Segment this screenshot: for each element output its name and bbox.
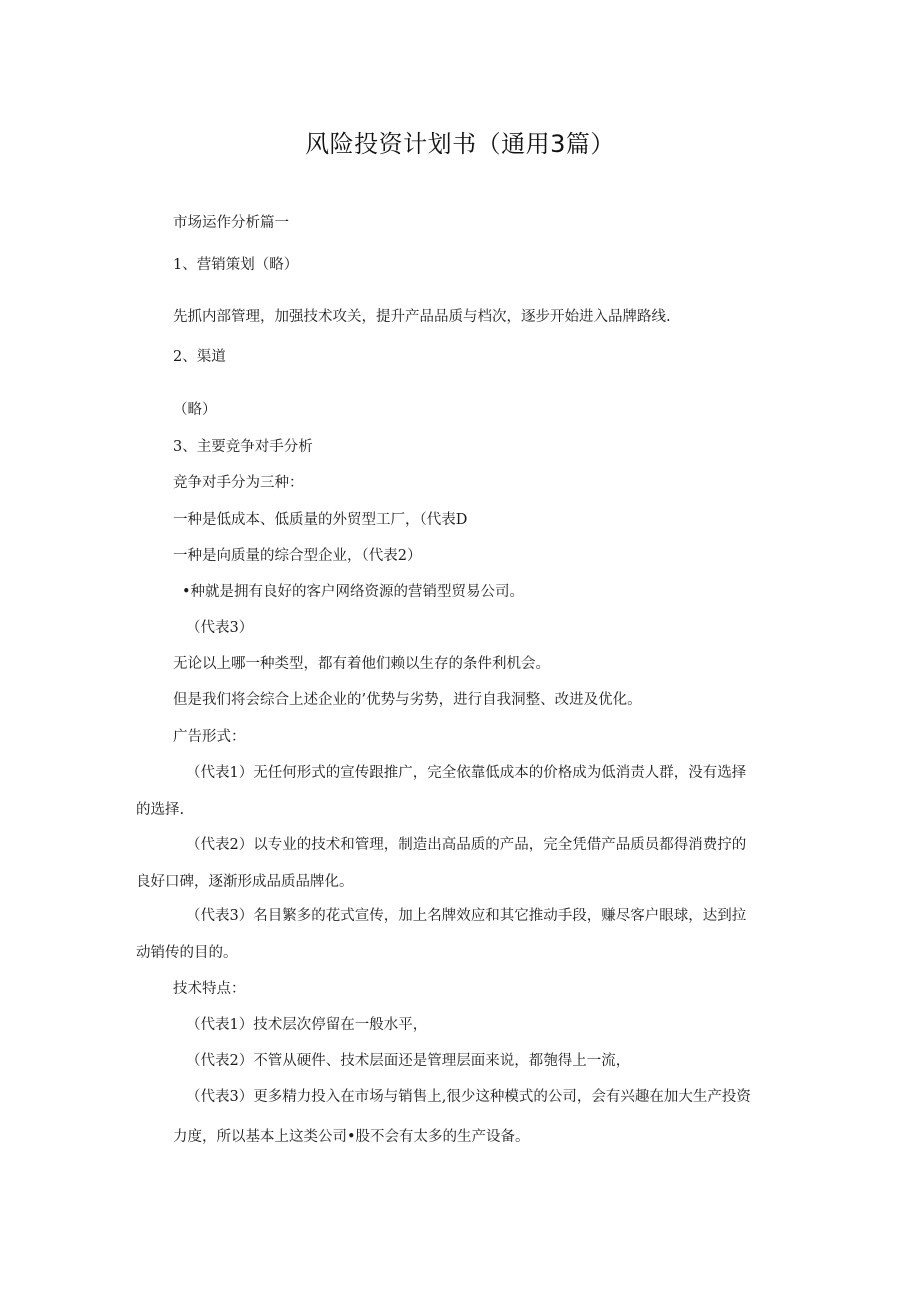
paragraph-line: （代表2）以专业的技术和管理，制造出高品质的产品，完全凭借产品质员都得消费拧的 [186, 837, 747, 853]
body-text: （略） [173, 402, 217, 418]
body-text: 先抓内部管理，加强技术攻关，提升产品品质与档次，逐步开始进入品牌路线. [173, 309, 671, 325]
body-text: 一种是向质量的综合型企业，（代表2） [173, 548, 422, 564]
paragraph-line: 良好口碑，逐渐形成品质品牌化。 [136, 874, 354, 890]
subheading-tech-features: 技术特点： [173, 981, 246, 997]
body-text: 竞争对手分为三种： [173, 475, 304, 491]
subheading-channels: 2、渠道 [173, 349, 226, 365]
ad-paragraph [136, 763, 746, 820]
subheading-marketing-plan: 1、营销策划（略） [173, 257, 299, 273]
ad-paragraph [136, 835, 746, 892]
body-text: （代表1）技术层次停留在一般水平， [186, 1017, 428, 1033]
document-title: 风险投资计划书（通用3篇） [305, 130, 615, 158]
paragraph-line: 动销传的目的。 [136, 945, 238, 961]
body-text: 但是我们将会综合上述企业的’优势与劣势，进行自我洞整、改进及优化。 [173, 692, 642, 708]
paragraph-line: 力度，所以基本上这类公司•股不会有太多的生产设备。 [173, 1129, 530, 1145]
subheading-ad-forms: 广告形式： [173, 729, 246, 745]
body-text: （代表3） [186, 620, 254, 636]
subheading-competitors: 3、主要竞争对手分析 [173, 439, 313, 455]
paragraph-line: （代表3）名目繁多的花式宣传，加上名牌效应和其它推动手段，赚尽客户眼球，达到拉 [186, 908, 747, 924]
ad-paragraph [136, 906, 746, 963]
tech-paragraph [173, 1087, 751, 1147]
body-text: 无论以上哪一种类型，都有着他们赖以生存的条件利机会。 [173, 656, 550, 672]
body-text: （代表2）不管从硬件、技术层面还是管理层面来说，都匏得上一流， [186, 1053, 631, 1069]
body-text: 一种是低成本、低质量的外贸型工厂，（代表D [173, 512, 468, 528]
paragraph-line: （代表1）无任何形式的宣传跟推广，完全依靠低成本的价格成为低消责人群，没有选择 [186, 765, 747, 781]
section-heading: 市场运作分析篇一 [173, 215, 289, 231]
body-text: •种就是拥有良好的客户网络资源的营销型贸易公司。 [182, 584, 525, 600]
paragraph-line: 的选择. [136, 802, 185, 818]
paragraph-line: （代表3）更多精力投入在市场与销售上,很少这种模式的公司，会有兴趣在加大生产投资 [186, 1089, 751, 1105]
